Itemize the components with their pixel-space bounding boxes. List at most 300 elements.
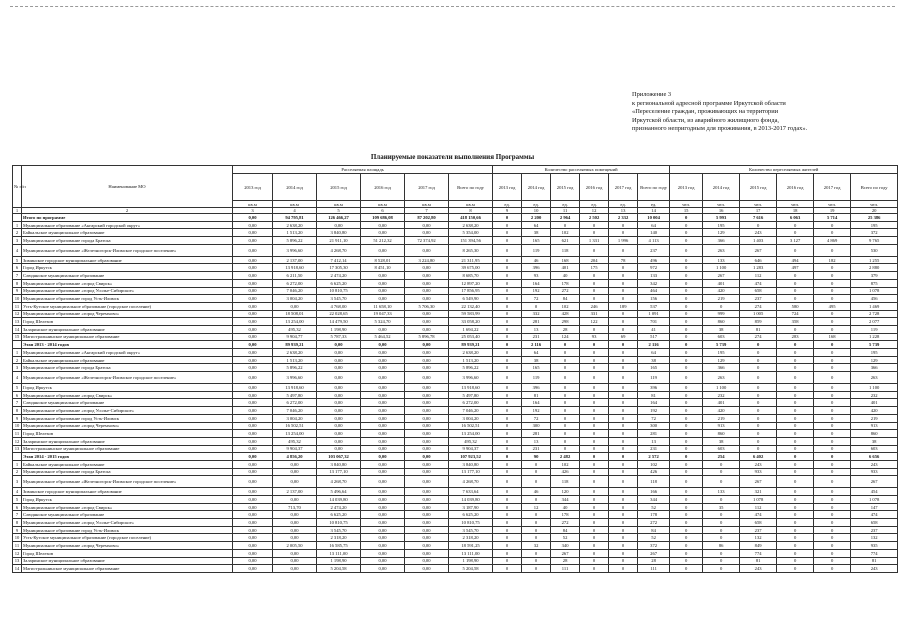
cell-value: 5 324,70 [361,318,405,326]
cell-value: 0,00 [361,534,405,542]
table-row [13,349,898,357]
cell-value: 0,00 [361,295,405,303]
cell-value: 0 [580,437,609,445]
cell-value: 0,00 [233,295,273,303]
cell-value: 0 [551,372,580,384]
cell-value: 1 469 [851,302,898,310]
row-number [13,214,22,222]
cell-value: 1 996 [609,237,638,245]
cell-value: 4 268,70 [317,244,361,256]
column-number: 4 [273,208,317,214]
cell-value: 0 [670,534,703,542]
cell-value: 21 911,10 [317,237,361,245]
unit-rooms: ед. [638,201,670,208]
cell-value: 0 [609,325,638,333]
cell-value: 0 [670,229,703,237]
table-row [13,295,898,303]
column-number: 16 [703,208,740,214]
cell-value: 38 [703,437,740,445]
appendix-line: Приложение 3 [632,91,672,98]
cell-value: 0,00 [233,496,273,504]
cell-value: 0,00 [233,349,273,357]
cell-value: 0 [740,372,777,384]
cell-value: 0,00 [233,310,273,318]
cell-value: 603 [703,333,740,341]
cell-value: 17 856,95 [449,287,493,295]
cell-value: 0 [670,384,703,392]
cell-value: 8 265,30 [449,244,493,256]
cell-value: 3 996,60 [273,372,317,384]
header-year: 2013 год [670,174,703,201]
cell-value: 2 077 [851,318,898,326]
cell-value: 0,00 [233,256,273,264]
cell-value: 366 [703,364,740,372]
cell-value: 0,00 [233,399,273,407]
cell-value: 168 [814,333,851,341]
cell-value: 231 [522,445,551,453]
cell-value: 999 [703,310,740,318]
cell-value: 0 [551,399,580,407]
cell-value: 0 [703,557,740,565]
table-row [13,414,898,422]
cell-value: 875 [851,279,898,287]
cell-value: 495,32 [273,325,317,333]
cell-value: 0,00 [317,407,361,415]
cell-value: 0,00 [233,476,273,488]
cell-value: 0 [609,542,638,550]
cell-value: 10 004 [638,214,670,222]
cell-value: 12 [522,503,551,511]
cell-value: 0 [670,244,703,256]
cell-value: 5 706,30 [405,302,449,310]
table-row [13,279,898,287]
cell-value: 0,00 [233,511,273,519]
cell-value: 0 [670,511,703,519]
cell-value: 18 591,25 [449,542,493,550]
cell-value: 0 [777,295,814,303]
cell-value: 860 [851,430,898,438]
municipality-name: Муниципальное образование «город Свирск» [22,503,233,511]
unit-people: чел. [851,201,898,208]
cell-value: 0 [609,356,638,364]
cell-value: 0 [814,272,851,280]
cell-value: 3 545,70 [317,295,361,303]
cell-value: 0,00 [317,391,361,399]
cell-value: 0 [551,356,580,364]
cell-value: 0 [493,557,522,565]
cell-value: 129 [703,229,740,237]
municipality-name: Муниципальное образование «Железногорск-Илимское городское поселение» [22,372,233,384]
cell-value: 195 [703,349,740,357]
cell-value: 0 [670,349,703,357]
header-group-people: Количество переселяемых жителей [670,166,898,174]
cell-value: 102 [638,460,670,468]
cell-value: 0 [551,414,580,422]
cell-value: 0 [814,341,851,349]
cell-value: 0 [670,256,703,264]
cell-value: 2 728 [851,310,898,318]
cell-value: 0,00 [233,422,273,430]
cell-value: 0 [522,476,551,488]
cell-value: 1 078 [851,496,898,504]
row-number: 3 [13,364,22,372]
cell-value: 0 [740,341,777,349]
cell-value: 1 198,90 [317,325,361,333]
table-row [13,244,898,256]
cell-value: 0 [777,349,814,357]
cell-value: 2 005,50 [273,542,317,550]
cell-value: 0,00 [405,221,449,229]
cell-value: 25 053,40 [449,333,493,341]
cell-value: 119 [638,372,670,384]
cell-value: 474 [740,511,777,519]
cell-value: 0 [522,519,551,527]
cell-value: 64 [638,349,670,357]
cell-value: 28 [638,557,670,565]
cell-value: 52 [638,503,670,511]
cell-value: 0 [814,496,851,504]
cell-value: 2 116 [522,341,551,349]
cell-value: 35 [703,503,740,511]
cell-value: 72 [638,414,670,422]
cell-value: 28 [551,325,580,333]
cell-value: 0,00 [361,384,405,392]
cell-value: 0 [493,279,522,287]
municipality-name: Город Шелехов [22,430,233,438]
cell-value: 3 996,60 [449,372,493,384]
cell-value: 0,00 [233,453,273,461]
appendix-line: «Переселение граждан, проживающих на территории [632,108,779,116]
cell-value: 6 211,50 [273,272,317,280]
cell-value: 0,00 [361,244,405,256]
cell-value: 0 [493,244,522,256]
cell-value: 0 [777,244,814,256]
cell-value: 0,00 [273,526,317,534]
cell-value: 0,00 [361,453,405,461]
cell-value: 40 [551,272,580,280]
cell-value: 0 [670,460,703,468]
cell-value: 372 [851,229,898,237]
cell-value: 0 [670,407,703,415]
unit-people: чел. [740,201,777,208]
cell-value: 0 [777,437,814,445]
cell-value: 111 [638,565,670,573]
cell-value: 64 [522,221,551,229]
column-number: 9 [493,208,522,214]
cell-value: 1 283 [740,264,777,272]
unit-people: чел. [670,201,703,208]
cell-value: 774 [740,549,777,557]
header-num: № п/п [13,166,22,208]
header-year: 2013 год [233,174,273,201]
cell-value: 237 [638,244,670,256]
cell-value: 0 [777,272,814,280]
cell-value: 118 [551,244,580,256]
cell-value: 0 [740,384,777,392]
cell-value: 420 [851,407,898,415]
cell-value: 0 [670,414,703,422]
cell-value: 0,00 [233,414,273,422]
cell-value: 13 [522,325,551,333]
cell-value: 0,00 [233,302,273,310]
cell-value: 0 [493,287,522,295]
cell-value: 0,00 [405,310,449,318]
cell-value: 428 [551,310,580,318]
cell-value: 0 [814,372,851,384]
table-row [13,302,898,310]
cell-value: 0,00 [405,534,449,542]
cell-value: 0 [777,341,814,349]
cell-value: 22 132,40 [449,302,493,310]
cell-value: 272 [551,287,580,295]
cell-value: 0 [814,229,851,237]
table-row [13,384,898,392]
municipality-name: Слюдянское муниципальное образование [22,511,233,519]
cell-value: 340 [551,542,580,550]
cell-value: 0 [740,391,777,399]
cell-value: 2 137,00 [273,488,317,496]
cell-value: 495,32 [449,437,493,445]
cell-value: 18 508,01 [273,310,317,318]
municipality-name: Этап 2013 - 2014 годов [22,341,233,349]
cell-value: 0 [609,496,638,504]
cell-value: 119 [851,325,898,333]
cell-value: 0 [814,542,851,550]
cell-value: 0 [493,302,522,310]
cell-value: 267 [703,272,740,280]
cell-value: 0 [493,256,522,264]
row-number: 13 [13,557,22,565]
cell-value: 38 [522,356,551,364]
cell-value: 0 [522,557,551,565]
cell-value: 10 810,75 [317,287,361,295]
cell-value: 164 [522,399,551,407]
cell-value: 0 [609,422,638,430]
row-number: 7 [13,272,22,280]
table-total-row [13,214,898,222]
table-row [13,488,898,496]
cell-value: 0,00 [405,445,449,453]
cell-value: 1 255 [851,256,898,264]
cell-value: 0 [777,511,814,519]
cell-value: 219 [703,295,740,303]
cell-value: 0,00 [361,407,405,415]
cell-value: 13 [522,437,551,445]
row-number: 11 [13,430,22,438]
cell-value: 7 046,20 [449,407,493,415]
cell-value: 46 [522,488,551,496]
cell-value: 281 [522,318,551,326]
table-row [13,391,898,399]
cell-value: 0 [580,384,609,392]
row-number: 6 [13,264,22,272]
cell-value: 0 [493,364,522,372]
cell-value: 0 [609,295,638,303]
cell-value: 133 [703,256,740,264]
cell-value: 0,00 [233,384,273,392]
cell-value: 192 [638,407,670,415]
cell-value: 0 [814,325,851,333]
cell-value: 4 768,00 [317,302,361,310]
table-row [13,237,898,245]
unit-area: кв.м [273,201,317,208]
cell-value: 0 [580,488,609,496]
cell-value: 0,00 [405,511,449,519]
column-number: 1 [13,208,22,214]
cell-value: 0 [493,295,522,303]
table-row [13,476,898,488]
row-number: 10 [13,534,22,542]
cell-value: 0,00 [405,264,449,272]
cell-value: 0,00 [273,460,317,468]
cell-value: 658 [851,519,898,527]
cell-value: 298 [551,318,580,326]
cell-value: 0 [703,526,740,534]
cell-value: 10 810,75 [317,519,361,527]
cell-value: 0,00 [405,542,449,550]
cell-value: 0,00 [273,476,317,488]
cell-value: 0 [703,496,740,504]
cell-value: 232 [851,391,898,399]
cell-value: 25 386 [851,214,898,222]
cell-value: 420 [703,287,740,295]
cell-value: 396 [522,264,551,272]
cell-value: 1 403 [740,237,777,245]
cell-value: 192 [522,407,551,415]
cell-value: 0,00 [317,445,361,453]
cell-value: 0,00 [405,287,449,295]
cell-value: 0 [670,295,703,303]
cell-value: 0 [609,476,638,488]
cell-value: 0 [580,460,609,468]
cell-value: 0 [551,445,580,453]
cell-value: 81 [522,391,551,399]
municipality-name: Муниципальное образование город Усть-Илимск [22,295,233,303]
row-number: 14 [13,565,22,573]
cell-value: 59 583,99 [449,310,493,318]
cell-value: 129 [851,356,898,364]
cell-value: 530 [851,244,898,256]
cell-value: 0 [670,356,703,364]
cell-value: 0 [814,519,851,527]
cell-value: 0,00 [405,325,449,333]
column-number: 3 [233,208,273,214]
cell-value: 0,00 [405,422,449,430]
cell-value: 972 [638,264,670,272]
cell-value: 3 187,90 [449,503,493,511]
cell-value: 0 [580,511,609,519]
cell-value: 178 [551,279,580,287]
cell-value: 0 [580,430,609,438]
cell-value: 1 694,22 [449,325,493,333]
cell-value: 0 [580,519,609,527]
cell-value: 6 549,90 [449,295,493,303]
cell-value: 0 [670,333,703,341]
cell-value: 0 [609,534,638,542]
cell-value: 0 [609,341,638,349]
cell-value: 0,00 [233,407,273,415]
cell-value: 4 268,70 [317,476,361,488]
cell-value: 0 [777,526,814,534]
cell-value: 0 [740,356,777,364]
header-year: 2015 год [317,174,361,201]
cell-value: 178 [638,511,670,519]
cell-value: 5 896,22 [273,237,317,245]
cell-value: 3 545,70 [449,526,493,534]
cell-value: 7 046,20 [273,407,317,415]
cell-value: 0 [522,526,551,534]
cell-value: 0 [814,468,851,476]
cell-value: 0 [493,503,522,511]
cell-value: 3 004,20 [449,414,493,422]
table-row [13,422,898,430]
cell-value: 0 [740,349,777,357]
cell-value: 0 [580,341,609,349]
cell-value: 283 [777,333,814,341]
cell-value: 219 [703,414,740,422]
cell-value: 860 [703,430,740,438]
cell-value: 0 [522,468,551,476]
cell-value: 497 [777,264,814,272]
cell-value: 1 228 [851,333,898,341]
cell-value: 1 198,90 [317,557,361,565]
cell-value: 6 625,20 [317,511,361,519]
cell-value: 0,00 [361,496,405,504]
cell-value: 3 224,80 [405,256,449,264]
cell-value: 0 [740,407,777,415]
cell-value: 0,00 [405,295,449,303]
municipality-name: Этап 2014 - 2015 годов [22,453,233,461]
cell-value: 300 [522,422,551,430]
cell-value: 5 993 [703,214,740,222]
cell-value: 3 840,80 [317,460,361,468]
header-year: 2017 год [814,174,851,201]
cell-value: 0 [551,430,580,438]
header-group-rooms: Количество расселяемых помещений [493,166,670,174]
cell-value: 0,00 [405,341,449,349]
cell-value: 39 675,00 [449,264,493,272]
cell-value: 0 [580,391,609,399]
cell-value: 5 354,00 [449,229,493,237]
cell-value: 0 [777,460,814,468]
cell-value: 418 150,66 [449,214,493,222]
cell-value: 474 [740,279,777,287]
cell-value: 0,00 [233,341,273,349]
cell-value: 231 [522,333,551,341]
cell-value: 603 [703,445,740,453]
cell-value: 0 [522,549,551,557]
cell-value: 0,00 [233,287,273,295]
row-number: 12 [13,549,22,557]
header-year-total: Всего по году [851,174,898,201]
cell-value: 195 [703,221,740,229]
cell-value: 0,00 [233,519,273,527]
cell-value: 112 [740,272,777,280]
cell-value: 0 [670,503,703,511]
cell-value: 0 [580,349,609,357]
cell-value: 0 [703,511,740,519]
cell-value: 0 [740,430,777,438]
cell-value: 0,00 [233,391,273,399]
cell-value: 86 [703,542,740,550]
cell-value: 267 [638,549,670,557]
municipality-name: Слюдянское муниципальное образование [22,399,233,407]
cell-value: 0 [493,272,522,280]
cell-value: 646 [740,256,777,264]
cell-value: 0 [670,453,703,461]
header-year: 2017 год [609,174,638,201]
cell-value: 537 [638,302,670,310]
